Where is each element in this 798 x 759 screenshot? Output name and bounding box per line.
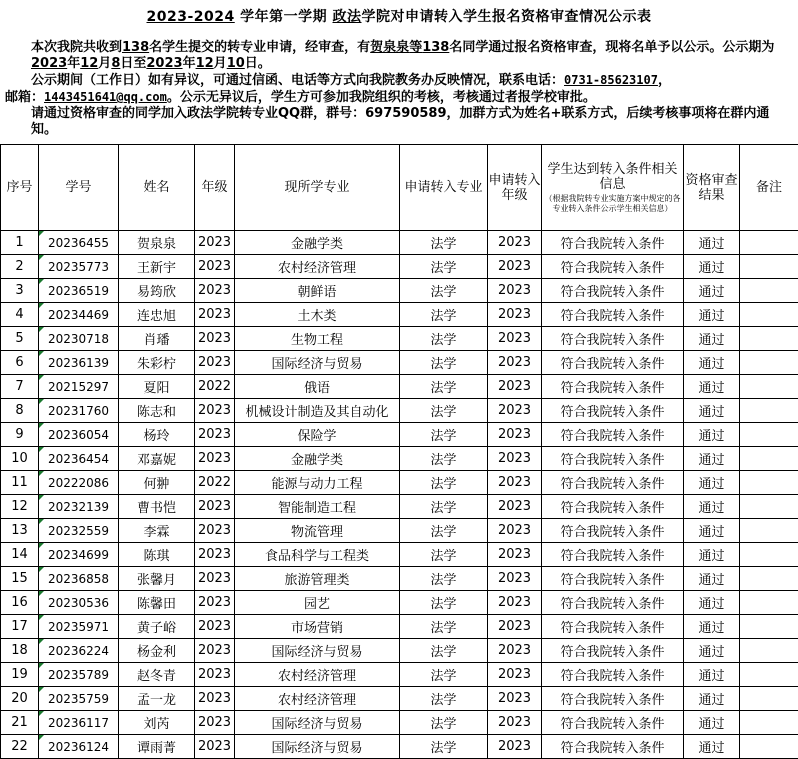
cell-target-grade[interactable]: 2023 [488, 591, 542, 615]
cell-seq[interactable]: 9 [1, 423, 39, 447]
table-row [1, 519, 798, 543]
cell-result[interactable]: 通过 [684, 351, 740, 375]
contact-phone: 0731-85623107 [564, 73, 658, 87]
start-month: 12 [80, 56, 98, 71]
cell-seq[interactable]: 11 [1, 471, 39, 495]
table-row [1, 687, 798, 711]
cell-remark[interactable] [740, 591, 798, 615]
cell-major[interactable]: 保险学 [235, 423, 400, 447]
cell-target[interactable]: 法学 [400, 543, 488, 567]
cell-seq[interactable]: 17 [1, 615, 39, 639]
cell-result[interactable]: 通过 [684, 231, 740, 255]
cell-grade[interactable]: 2023 [195, 255, 235, 279]
cell-grade[interactable]: 2023 [195, 279, 235, 303]
condition-title: 学生达到转入条件相关信息 [547, 162, 677, 192]
cell-sid[interactable]: 20236454 [39, 447, 119, 471]
cell-name[interactable]: 李霖 [119, 519, 195, 543]
cell-major[interactable]: 国际经济与贸易 [235, 639, 400, 663]
table-row [1, 255, 798, 279]
cell-cond[interactable]: 符合我院转入条件 [542, 351, 684, 375]
passed-count: 138 [422, 40, 449, 55]
cell-cond[interactable]: 符合我院转入条件 [542, 663, 684, 687]
cell-grade[interactable]: 2023 [195, 543, 235, 567]
cell-result[interactable]: 通过 [684, 663, 740, 687]
cell-target[interactable]: 法学 [400, 279, 488, 303]
cell-cond[interactable]: 符合我院转入条件 [542, 447, 684, 471]
cell-result[interactable]: 通过 [684, 615, 740, 639]
cell-major[interactable]: 农村经济管理 [235, 687, 400, 711]
cell-target[interactable]: 法学 [400, 495, 488, 519]
cell-seq[interactable]: 6 [1, 351, 39, 375]
cell-cond[interactable]: 符合我院转入条件 [542, 423, 684, 447]
cell-major[interactable]: 食品科学与工程类 [235, 543, 400, 567]
cell-grade[interactable]: 2023 [195, 303, 235, 327]
cell-name[interactable]: 肖璠 [119, 327, 195, 351]
cell-target[interactable]: 法学 [400, 423, 488, 447]
cell-sid[interactable]: 20236054 [39, 423, 119, 447]
applicant-table [0, 144, 798, 759]
col-header-target-grade: 申请转入年级 [488, 145, 542, 231]
cell-target-grade[interactable]: 2023 [488, 255, 542, 279]
table-row [1, 711, 798, 735]
cell-name[interactable]: 夏阳 [119, 375, 195, 399]
notice-paragraph-2 [5, 72, 793, 89]
cell-remark[interactable] [740, 519, 798, 543]
cell-seq[interactable]: 19 [1, 663, 39, 687]
cell-grade[interactable]: 2023 [195, 639, 235, 663]
cell-name[interactable]: 陈琪 [119, 543, 195, 567]
condition-note: （根据我院转专业实施方案中规定的各专业转入条件公示学生相关信息） [542, 194, 683, 214]
cell-name[interactable]: 赵冬青 [119, 663, 195, 687]
cell-grade[interactable]: 2023 [195, 663, 235, 687]
cell-remark[interactable] [740, 423, 798, 447]
cell-major[interactable]: 俄语 [235, 375, 400, 399]
table-body [1, 231, 798, 759]
cell-target-grade[interactable]: 2023 [488, 519, 542, 543]
table-row [1, 447, 798, 471]
cell-sid[interactable]: 20215297 [39, 375, 119, 399]
cell-name[interactable]: 谭雨菁 [119, 735, 195, 759]
cell-target[interactable]: 法学 [400, 231, 488, 255]
cell-name[interactable]: 贺泉泉 [119, 231, 195, 255]
cell-seq[interactable]: 15 [1, 567, 39, 591]
col-header-target: 申请转入专业 [400, 145, 488, 231]
cell-cond[interactable]: 符合我院转入条件 [542, 231, 684, 255]
cell-target-grade[interactable]: 2023 [488, 327, 542, 351]
cell-cond[interactable]: 符合我院转入条件 [542, 495, 684, 519]
col-header-result: 资格审查结果 [684, 145, 740, 231]
cell-cond[interactable]: 符合我院转入条件 [542, 567, 684, 591]
cell-major[interactable]: 国际经济与贸易 [235, 735, 400, 759]
cell-target[interactable]: 法学 [400, 471, 488, 495]
cell-result[interactable]: 通过 [684, 255, 740, 279]
cell-target[interactable]: 法学 [400, 375, 488, 399]
title-year: 2023-2024 [147, 9, 235, 25]
contact-email: 1443451641@qq.com [44, 90, 167, 104]
col-header-grade: 年级 [195, 145, 235, 231]
notice-paragraph-1 [5, 40, 793, 72]
cell-grade[interactable]: 2023 [195, 519, 235, 543]
cell-grade[interactable]: 2022 [195, 471, 235, 495]
notice-text-span: 日至 [120, 56, 146, 71]
cell-grade[interactable]: 2023 [195, 351, 235, 375]
cell-result[interactable]: 通过 [684, 303, 740, 327]
cell-grade[interactable]: 2023 [195, 423, 235, 447]
cell-sid[interactable]: 20235971 [39, 615, 119, 639]
cell-name[interactable]: 邓嘉妮 [119, 447, 195, 471]
cell-remark[interactable] [740, 711, 798, 735]
cell-sid[interactable]: 20236224 [39, 639, 119, 663]
cell-cond[interactable]: 符合我院转入条件 [542, 591, 684, 615]
cell-major[interactable]: 农村经济管理 [235, 663, 400, 687]
cell-major[interactable]: 朝鲜语 [235, 279, 400, 303]
cell-grade[interactable]: 2023 [195, 231, 235, 255]
cell-target-grade[interactable]: 2023 [488, 351, 542, 375]
cell-sid[interactable]: 20230536 [39, 591, 119, 615]
cell-target-grade[interactable]: 2023 [488, 615, 542, 639]
cell-result[interactable]: 通过 [684, 711, 740, 735]
start-year: 2023 [31, 56, 67, 71]
cell-name[interactable]: 刘芮 [119, 711, 195, 735]
cell-major[interactable]: 旅游管理类 [235, 567, 400, 591]
cell-target[interactable]: 法学 [400, 327, 488, 351]
cell-sid[interactable]: 20236519 [39, 279, 119, 303]
cell-cond[interactable]: 符合我院转入条件 [542, 687, 684, 711]
notice-paragraph-2b [5, 89, 793, 106]
cell-result[interactable]: 通过 [684, 519, 740, 543]
cell-major[interactable]: 机械设计制造及其自动化 [235, 399, 400, 423]
notice-text [5, 40, 793, 138]
cell-target-grade[interactable]: 2023 [488, 687, 542, 711]
cell-target-grade[interactable]: 2023 [488, 471, 542, 495]
cell-target[interactable]: 法学 [400, 615, 488, 639]
cell-major[interactable]: 市场营销 [235, 615, 400, 639]
notice-text-span: 公示期间（工作日）如有异议，可通过信函、电话等方式向我院教务办反映情况，联系电话： [31, 73, 564, 88]
table-row [1, 495, 798, 519]
cell-sid[interactable]: 20236117 [39, 711, 119, 735]
cell-grade[interactable]: 2023 [195, 495, 235, 519]
table-row [1, 231, 798, 255]
cell-grade[interactable]: 2023 [195, 447, 235, 471]
cell-name[interactable]: 杨金利 [119, 639, 195, 663]
cell-grade[interactable]: 2023 [195, 567, 235, 591]
cell-cond[interactable]: 符合我院转入条件 [542, 519, 684, 543]
notice-paragraph-3: 请通过资格审查的同学加入政法学院转专业QQ群，群号：697590589，加群方式为姓名+联系方式，后续考核事项将在群内通知。 [5, 106, 793, 138]
cell-grade[interactable]: 2023 [195, 687, 235, 711]
cell-result[interactable]: 通过 [684, 423, 740, 447]
cell-sid[interactable]: 20232139 [39, 495, 119, 519]
cell-cond[interactable]: 符合我院转入条件 [542, 279, 684, 303]
cell-target-grade[interactable]: 2023 [488, 423, 542, 447]
cell-target-grade[interactable]: 2023 [488, 567, 542, 591]
notice-text-span: 邮箱： [5, 90, 44, 105]
cell-seq[interactable]: 18 [1, 639, 39, 663]
cell-target[interactable]: 法学 [400, 687, 488, 711]
cell-name[interactable]: 陈馨田 [119, 591, 195, 615]
cell-remark[interactable] [740, 231, 798, 255]
cell-major[interactable]: 金融学类 [235, 447, 400, 471]
cell-name[interactable]: 何翀 [119, 471, 195, 495]
cell-sid[interactable]: 20234699 [39, 543, 119, 567]
table-row [1, 567, 798, 591]
cell-seq[interactable]: 8 [1, 399, 39, 423]
cell-target-grade[interactable]: 2023 [488, 279, 542, 303]
cell-target-grade[interactable]: 2023 [488, 543, 542, 567]
table-row [1, 351, 798, 375]
cell-major[interactable]: 国际经济与贸易 [235, 711, 400, 735]
cell-target[interactable]: 法学 [400, 399, 488, 423]
col-header-name: 姓名 [119, 145, 195, 231]
cell-result[interactable]: 通过 [684, 279, 740, 303]
cell-seq[interactable]: 4 [1, 303, 39, 327]
cell-name[interactable]: 曹书恺 [119, 495, 195, 519]
col-header-remark: 备注 [740, 145, 798, 231]
cell-target-grade[interactable]: 2023 [488, 639, 542, 663]
cell-major[interactable]: 农村经济管理 [235, 255, 400, 279]
table-row [1, 423, 798, 447]
cell-seq[interactable]: 10 [1, 447, 39, 471]
cell-sid[interactable]: 20232559 [39, 519, 119, 543]
cell-cond[interactable]: 符合我院转入条件 [542, 543, 684, 567]
col-header-sid: 学号 [39, 145, 119, 231]
cell-cond[interactable]: 符合我院转入条件 [542, 327, 684, 351]
cell-result[interactable]: 通过 [684, 495, 740, 519]
col-header-condition [542, 145, 684, 231]
cell-sid[interactable]: 20236858 [39, 567, 119, 591]
end-year: 2023 [146, 56, 182, 71]
cell-cond[interactable]: 符合我院转入条件 [542, 471, 684, 495]
cell-result[interactable]: 通过 [684, 327, 740, 351]
cell-target-grade[interactable]: 2023 [488, 375, 542, 399]
cell-remark[interactable] [740, 327, 798, 351]
end-month: 12 [196, 56, 214, 71]
cell-grade[interactable]: 2023 [195, 615, 235, 639]
cell-target[interactable]: 法学 [400, 303, 488, 327]
cell-target[interactable]: 法学 [400, 447, 488, 471]
cell-remark[interactable] [740, 279, 798, 303]
cell-target[interactable]: 法学 [400, 591, 488, 615]
cell-sid[interactable]: 20231760 [39, 399, 119, 423]
cell-result[interactable]: 通过 [684, 543, 740, 567]
table-row [1, 663, 798, 687]
cell-major[interactable]: 园艺 [235, 591, 400, 615]
cell-remark[interactable] [740, 615, 798, 639]
table-row [1, 375, 798, 399]
notice-text-span: 名学生提交的转专业申请，经审查，有 [149, 40, 370, 55]
cell-target[interactable]: 法学 [400, 711, 488, 735]
cell-sid[interactable]: 20236455 [39, 231, 119, 255]
notice-text-span: 年 [67, 56, 80, 71]
notice-text-span: 月 [214, 56, 227, 71]
cell-seq[interactable]: 20 [1, 687, 39, 711]
col-header-major: 现所学专业 [235, 145, 400, 231]
cell-cond[interactable]: 符合我院转入条件 [542, 399, 684, 423]
notice-text-span: 等 [409, 40, 422, 55]
cell-grade[interactable]: 2023 [195, 327, 235, 351]
page-title [0, 6, 798, 26]
cell-name[interactable]: 张馨月 [119, 567, 195, 591]
first-student-name: 贺泉泉 [370, 40, 409, 55]
cell-target-grade[interactable]: 2023 [488, 711, 542, 735]
cell-grade[interactable]: 2022 [195, 375, 235, 399]
notice-text-span: 月 [98, 56, 111, 71]
cell-cond[interactable]: 符合我院转入条件 [542, 375, 684, 399]
cell-target-grade[interactable]: 2023 [488, 495, 542, 519]
cell-name[interactable]: 连忠旭 [119, 303, 195, 327]
cell-name[interactable]: 朱彩柠 [119, 351, 195, 375]
notice-text-span: 日。 [245, 56, 271, 71]
cell-cond[interactable]: 符合我院转入条件 [542, 711, 684, 735]
cell-result[interactable]: 通过 [684, 687, 740, 711]
cell-target-grade[interactable]: 2023 [488, 303, 542, 327]
cell-remark[interactable] [740, 543, 798, 567]
cell-seq[interactable]: 1 [1, 231, 39, 255]
cell-target-grade[interactable]: 2023 [488, 231, 542, 255]
cell-cond[interactable]: 符合我院转入条件 [542, 639, 684, 663]
cell-sid[interactable]: 20222086 [39, 471, 119, 495]
cell-remark[interactable] [740, 639, 798, 663]
cell-seq[interactable]: 2 [1, 255, 39, 279]
cell-remark[interactable] [740, 255, 798, 279]
cell-grade[interactable]: 2023 [195, 735, 235, 759]
notice-text-span: 年 [183, 56, 196, 71]
notice-text-span: ， [658, 73, 671, 88]
cell-remark[interactable] [740, 447, 798, 471]
cell-remark[interactable] [740, 303, 798, 327]
cell-remark[interactable] [740, 687, 798, 711]
cell-grade[interactable]: 2023 [195, 711, 235, 735]
col-header-seq: 序号 [1, 145, 39, 231]
cell-major[interactable]: 生物工程 [235, 327, 400, 351]
notice-text-span: 。公示无异议后，学生方可参加我院组织的考核，考核通过者报学校审批。 [167, 90, 596, 105]
cell-seq[interactable]: 13 [1, 519, 39, 543]
cell-sid[interactable]: 20230718 [39, 327, 119, 351]
cell-seq[interactable]: 21 [1, 711, 39, 735]
cell-target[interactable]: 法学 [400, 351, 488, 375]
cell-name[interactable]: 易筠欣 [119, 279, 195, 303]
cell-major[interactable]: 智能制造工程 [235, 495, 400, 519]
cell-seq[interactable]: 14 [1, 543, 39, 567]
cell-sid[interactable]: 20235773 [39, 255, 119, 279]
table-row [1, 471, 798, 495]
cell-target-grade[interactable]: 2023 [488, 399, 542, 423]
cell-remark[interactable] [740, 399, 798, 423]
cell-result[interactable]: 通过 [684, 447, 740, 471]
table-row [1, 399, 798, 423]
cell-seq[interactable]: 7 [1, 375, 39, 399]
cell-remark[interactable] [740, 375, 798, 399]
cell-remark[interactable] [740, 351, 798, 375]
cell-target-grade[interactable]: 2023 [488, 735, 542, 759]
table-row [1, 591, 798, 615]
cell-name[interactable]: 王新宇 [119, 255, 195, 279]
cell-result[interactable]: 通过 [684, 567, 740, 591]
notice-text-span: 名同学通过报名资格审查，现将名单予以公示。公示期为 [449, 40, 774, 55]
notice-text-span: 本次我院共收到 [31, 40, 122, 55]
cell-major[interactable]: 能源与动力工程 [235, 471, 400, 495]
table-row [1, 639, 798, 663]
start-day: 8 [111, 56, 120, 71]
cell-result[interactable]: 通过 [684, 471, 740, 495]
cell-name[interactable]: 陈志和 [119, 399, 195, 423]
cell-seq[interactable]: 3 [1, 279, 39, 303]
cell-sid[interactable]: 20236124 [39, 735, 119, 759]
cell-major[interactable]: 土木类 [235, 303, 400, 327]
cell-seq[interactable]: 22 [1, 735, 39, 759]
cell-remark[interactable] [740, 735, 798, 759]
table-row [1, 735, 798, 759]
cell-result[interactable]: 通过 [684, 735, 740, 759]
cell-cond[interactable]: 符合我院转入条件 [542, 615, 684, 639]
cell-sid[interactable]: 20234469 [39, 303, 119, 327]
table-row [1, 303, 798, 327]
cell-grade[interactable]: 2023 [195, 591, 235, 615]
cell-cond[interactable]: 符合我院转入条件 [542, 303, 684, 327]
table-header-row [1, 145, 798, 231]
cell-remark[interactable] [740, 471, 798, 495]
cell-remark[interactable] [740, 663, 798, 687]
cell-result[interactable]: 通过 [684, 591, 740, 615]
cell-grade[interactable]: 2023 [195, 399, 235, 423]
cell-remark[interactable] [740, 495, 798, 519]
cell-target-grade[interactable]: 2023 [488, 663, 542, 687]
cell-major[interactable]: 国际经济与贸易 [235, 351, 400, 375]
table-row [1, 615, 798, 639]
cell-result[interactable]: 通过 [684, 399, 740, 423]
applicant-count: 138 [122, 40, 149, 55]
cell-target[interactable]: 法学 [400, 639, 488, 663]
cell-name[interactable]: 黄子峪 [119, 615, 195, 639]
cell-seq[interactable]: 12 [1, 495, 39, 519]
cell-major[interactable]: 金融学类 [235, 231, 400, 255]
title-term: 学年第一学期 [240, 9, 327, 25]
cell-cond[interactable]: 符合我院转入条件 [542, 735, 684, 759]
table-row [1, 543, 798, 567]
cell-seq[interactable]: 16 [1, 591, 39, 615]
cell-result[interactable]: 通过 [684, 639, 740, 663]
table-row [1, 279, 798, 303]
cell-name[interactable]: 孟一龙 [119, 687, 195, 711]
end-day: 10 [227, 56, 245, 71]
cell-target[interactable]: 法学 [400, 663, 488, 687]
cell-sid[interactable]: 20235759 [39, 687, 119, 711]
cell-seq[interactable]: 5 [1, 327, 39, 351]
cell-remark[interactable] [740, 567, 798, 591]
cell-sid[interactable]: 20236139 [39, 351, 119, 375]
table-row [1, 327, 798, 351]
title-rest: 学院对申请转入学生报名资格审查情况公示表 [362, 9, 652, 25]
cell-major[interactable]: 物流管理 [235, 519, 400, 543]
cell-name[interactable]: 杨玲 [119, 423, 195, 447]
cell-sid[interactable]: 20235789 [39, 663, 119, 687]
cell-target[interactable]: 法学 [400, 519, 488, 543]
cell-target[interactable]: 法学 [400, 255, 488, 279]
cell-result[interactable]: 通过 [684, 375, 740, 399]
title-college: 政法 [333, 9, 362, 25]
cell-target[interactable]: 法学 [400, 567, 488, 591]
cell-target-grade[interactable]: 2023 [488, 447, 542, 471]
cell-target[interactable]: 法学 [400, 735, 488, 759]
cell-cond[interactable]: 符合我院转入条件 [542, 255, 684, 279]
